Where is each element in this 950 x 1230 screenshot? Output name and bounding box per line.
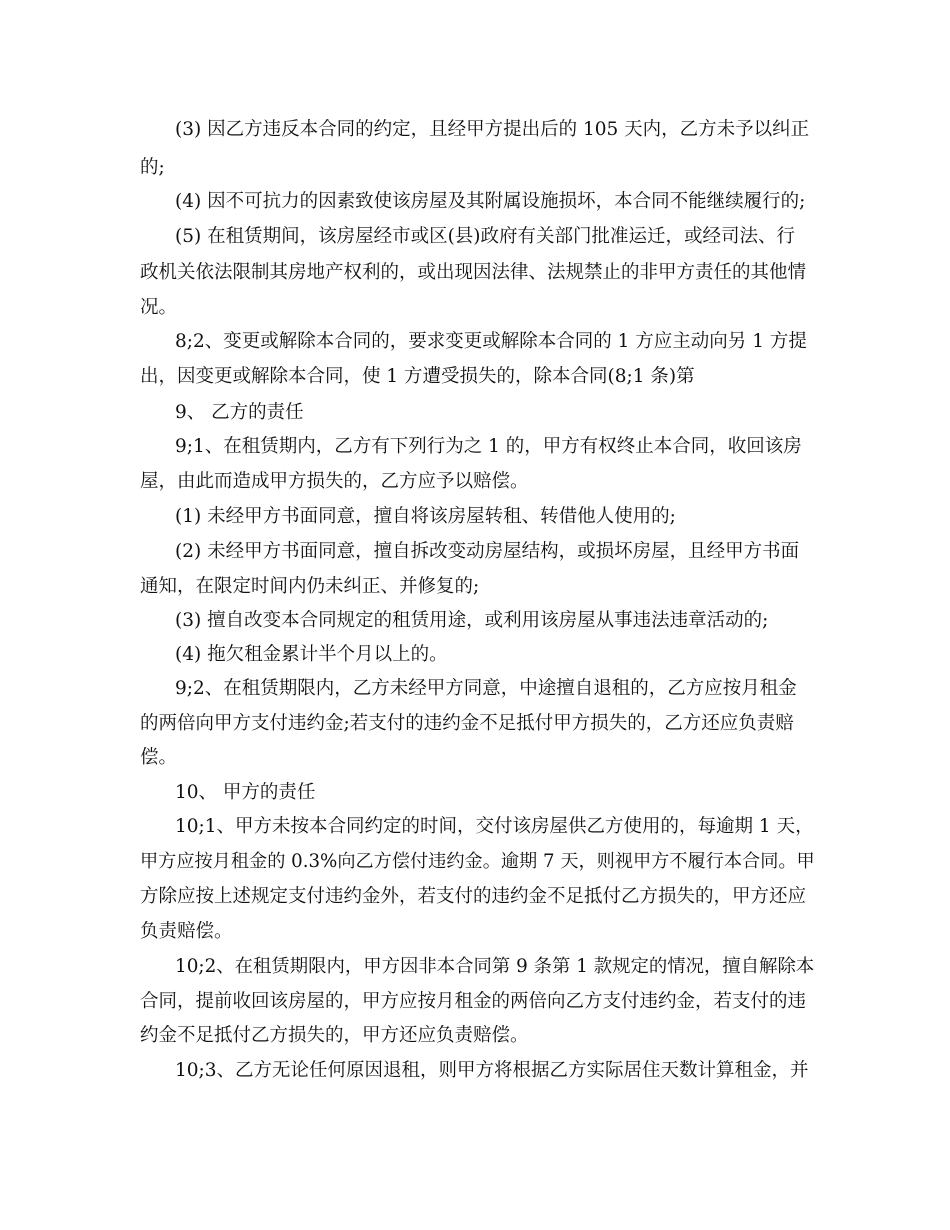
text-line: 通知，在限定时间内仍未纠正、并修复的; <box>140 576 480 597</box>
text-line: 出，因变更或解除本合同，使 1 方遭受损失的，除本合同(8;1 条)第 <box>140 366 695 387</box>
text-line: 10;1、甲方未按本合同约定的时间，交付该房屋供乙方使用的，每逾期 1 天， <box>175 816 814 837</box>
text-line: 约金不足抵付乙方损失的，甲方还应负责赔偿。 <box>140 1025 529 1046</box>
text-line: (5) 在租赁期间，该房屋经市或区(县)政府有关部门批准运迁，或经司法、行 <box>175 226 796 247</box>
text-line: 8;2、变更或解除本合同的，要求变更或解除本合同的 1 方应主动向另 1 方提 <box>175 331 807 352</box>
text-line: (3) 因乙方违反本合同的约定，且经甲方提出后的 105 天内，乙方未予以纠正 <box>175 119 810 140</box>
text-line: 的; <box>140 157 165 178</box>
text-line: 政机关依法限制其房地产权利的，或出现因法律、法规禁止的非甲方责任的其他情 <box>140 262 807 283</box>
text-line: 9;1、在租赁期内，乙方有下列行为之 1 的，甲方有权终止本合同，收回该房 <box>175 436 802 457</box>
section-heading: 10、 甲方的责任 <box>175 782 316 803</box>
text-line: 况。 <box>140 297 178 318</box>
text-line: 甲方应按月租金的 0.3%向乙方偿付违约金。逾期 7 天，则视甲方不履行本合同。甲 <box>140 851 815 872</box>
text-line: 的两倍向甲方支付违约金;若支付的违约金不足抵付甲方损失的，乙方还应负责赔 <box>140 713 794 734</box>
text-line: (4) 因不可抗力的因素致使该房屋及其附属设施损坏，本合同不能继续履行的; <box>175 191 806 212</box>
text-line: 10;3、乙方无论任何原因退租，则甲方将根据乙方实际居住天数计算租金，并 <box>175 1060 809 1081</box>
text-line: 偿。 <box>140 747 178 768</box>
text-line: 方除应按上述规定支付违约金外，若支付的违约金不足抵付乙方损失的，甲方还应 <box>140 886 807 907</box>
text-line: 10;2、在租赁期限内，甲方因非本合同第 9 条第 1 款规定的情况，擅自解除本 <box>175 956 815 977</box>
text-line: (1) 未经甲方书面同意，擅自将该房屋转租、转借他人使用的; <box>175 506 676 527</box>
text-line: (2) 未经甲方书面同意，擅自拆改变动房屋结构，或损坏房屋，且经甲方书面 <box>175 541 800 562</box>
text-line: (3) 擅自改变本合同规定的租赁用途，或利用该房屋从事违法违章活动的; <box>175 610 769 631</box>
text-line: 9;2、在租赁期限内，乙方未经甲方同意，中途擅自退租的，乙方应按月租金 <box>175 678 797 699</box>
section-heading: 9、 乙方的责任 <box>175 402 304 423</box>
text-line: (4) 拖欠租金累计半个月以上的。 <box>175 644 448 665</box>
text-line: 屋，由此而造成甲方损失的，乙方应予以赔偿。 <box>140 471 529 492</box>
text-line: 合同，提前收回该房屋的，甲方应按月租金的两倍向乙方支付违约金，若支付的违 <box>140 991 807 1012</box>
text-line: 负责赔偿。 <box>140 921 233 942</box>
